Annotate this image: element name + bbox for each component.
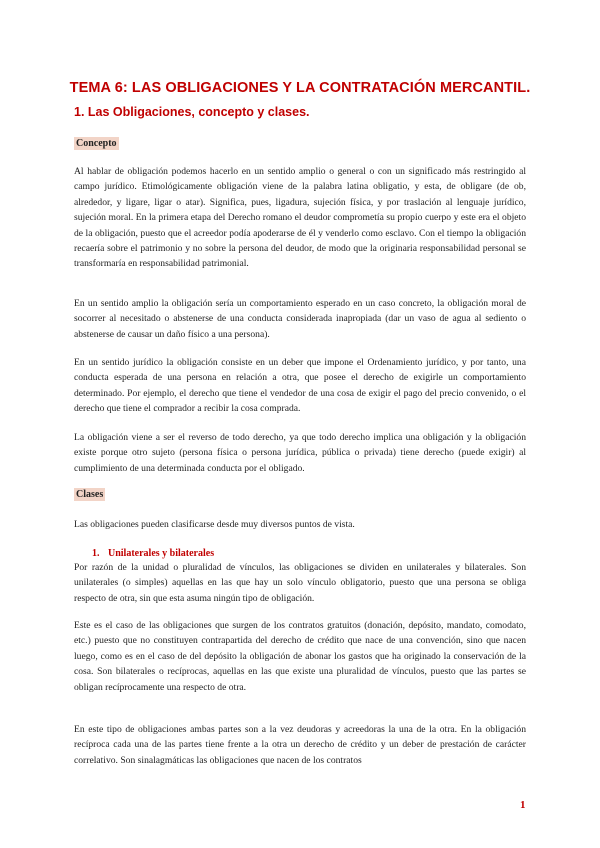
document-title: TEMA 6: LAS OBLIGACIONES Y LA CONTRATACIÓN MERCANTIL. — [69, 80, 531, 96]
clases-label: Clases — [76, 489, 104, 500]
list-item-heading — [92, 547, 214, 560]
list-item-number: 1. — [92, 548, 100, 559]
section-heading: 1. Las Obligaciones, concepto y clases. — [74, 105, 310, 119]
concepto-paragraph: En un sentido amplio la obligación sería un comportamiento esperado en un caso concreto, la obligación moral de socorrer al necesitado o abstenerse de una conducta considerada inapropiada (dar un vaso de agua al sediento o abstenerse de causar un daño físico a una persona). — [74, 298, 526, 340]
clases-paragraph: Este es el caso de las obligaciones que surgen de los contratos gratuitos (donación, depósito, mandato, comodato, etc.) puesto que no constituyen contrapartida del derecho de crédito que nace de una convención, sino que nacen luego, como es en el caso de del depósito la obligación de abonar los gastos que ha originado la conservación de la cosa. Son bilaterales o recíprocas, aquellas en las que existe una pluralidad de vínculos, puesto que las partes se obligan recíprocamente una respecto de otra. — [74, 620, 526, 693]
concepto-label: Concepto — [76, 138, 117, 149]
list-item-title: Unilaterales y bilaterales — [108, 548, 215, 559]
clases-paragraph: Por razón de la unidad o pluralidad de vínculos, las obligaciones se dividen en unilaterales y bilaterales. Son unilaterales (o simples) aquellas en las que hay un solo vínculo obligatorio, puesto que una persona se obliga respecto de otra, sin que esta asuma ningún tipo de obligación. — [74, 562, 526, 604]
concepto-paragraph: La obligación viene a ser el reverso de todo derecho, ya que todo derecho implica una obligación y la obligación existe porque otro sujeto (persona física o persona jurídica, pública o privada) tiene derecho (puede exigir) al cumplimiento de una determinada conducta por el obligado. — [74, 432, 526, 474]
clases-intro: Las obligaciones pueden clasificarse desde muy diversos puntos de vista. — [74, 519, 355, 530]
concepto-paragraph: En un sentido jurídico la obligación consiste en un deber que impone el Ordenamiento jurídico, y por tanto, una conducta esperada de una persona en relación a otra, que posee el derecho de exigirle un comportamiento determinado. Por ejemplo, el derecho que tiene el vendedor de una cosa de exigir el pago del precio convenido, o el derecho que tiene el comprador a recibir la cosa comprada. — [74, 357, 526, 415]
concepto-paragraph: Al hablar de obligación podemos hacerlo en un sentido amplio o general o con un significado más restringido al campo jurídico. Etimológicamente obligación viene de la palabra latina obligatio, y esta, de obligare (de ob, alrededor, y ligare, ligar o atar). Significa, pues, ligadura, sujeción física, y por traslación al lenguaje jurídico, sujeción moral. En la primera etapa del Derecho romano el deudor comprometía su propio cuerpo y este era el objeto de la obligación, puesto que el acreedor podía apoderarse de él y venderlo como esclavo. Con el tiempo la obligación recaería sobre el patrimonio y no sobre la persona del deudor, de modo que la originaria responsabilidad personal se transformaría en responsabilidad patrimonial. — [74, 166, 526, 270]
page-number: 1 — [520, 799, 526, 811]
clases-paragraph: En este tipo de obligaciones ambas partes son a la vez deudoras y acreedoras la una de la otra. En la obligación recíproca cada una de las partes tiene frente a la otra un derecho de crédito y un deber de prestación de carácter correlativo. Son sinalagmáticas las obligaciones que nacen de los contratos — [74, 724, 526, 766]
